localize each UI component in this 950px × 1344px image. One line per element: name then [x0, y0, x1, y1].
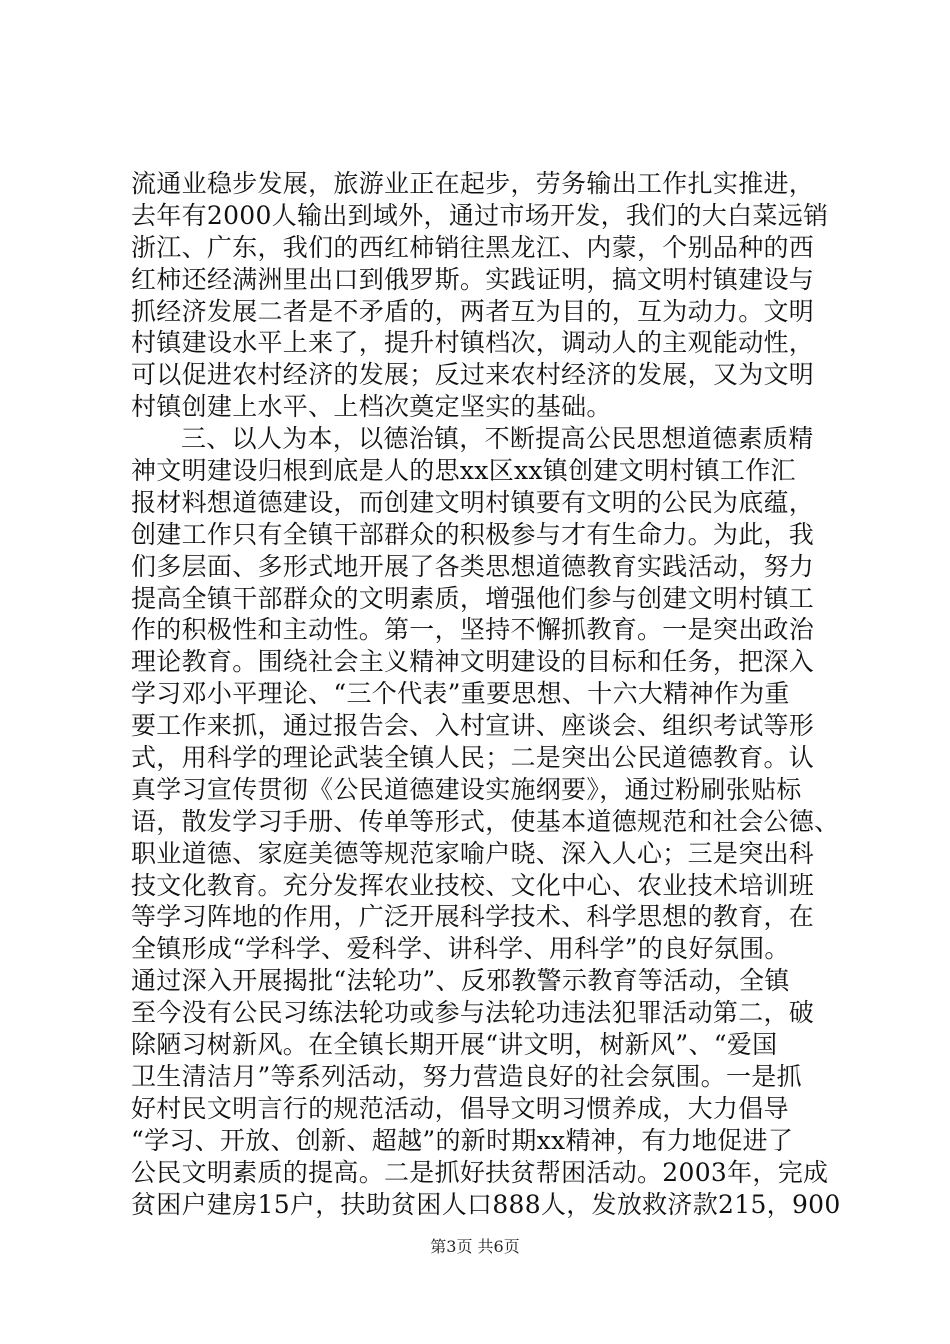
text-line: 要工作来抓，通过报告会、入村宣讲、座谈会、组织考试等形: [131, 711, 815, 741]
text-line: 抓经济发展二者是不矛盾的，两者互为目的，互为动力。文明: [131, 296, 815, 326]
text-line: 贫困户建房15户，扶助贫困人口888人，发放救济款215，900: [131, 1189, 841, 1219]
section-heading-line: 三、以人为本，以德治镇，不断提高公民思想道德素质精: [181, 424, 814, 454]
text-line: 浙江、广东，我们的西红柿销往黑龙江、内蒙，个别品种的西: [131, 232, 815, 262]
text-line: 全镇形成“学科学、爱科学、讲科学、用科学”的良好氛围。: [131, 934, 790, 964]
text-line: 流通业稳步发展，旅游业正在起步，劳务输出工作扎实推进，: [131, 169, 815, 198]
text-line: 理论教育。围绕社会主义精神文明建设的目标和任务，把深入: [131, 647, 815, 677]
text-line: 学习邓小平理论、“三个代表”重要思想、十六大精神作为重: [131, 679, 790, 709]
text-line: 技文化教育。充分发挥农业技校、文化中心、农业技术培训班: [131, 870, 815, 900]
text-line: 创建工作只有全镇干部群众的积极参与才有生命力。为此，我: [131, 519, 815, 549]
text-line: 公民文明素质的提高。二是抓好扶贫帮困活动。2003年，完成: [131, 1157, 829, 1187]
text-line: 去年有2000人输出到域外，通过市场开发，我们的大白菜远销: [131, 200, 829, 230]
text-line: 等学习阵地的作用，广泛开展科学技术、科学思想的教育，在: [131, 902, 815, 932]
text-line: 村镇建设水平上来了，提升村镇档次，调动人的主观能动性，: [131, 328, 815, 358]
text-line: “学习、开放、创新、超越”的新时期xx精神，有力地促进了: [131, 1125, 794, 1155]
text-line: 红柿还经满洲里出口到俄罗斯。实践证明，搞文明村镇建设与: [131, 264, 815, 294]
text-line: 报材料想道德建设，而创建文明村镇要有文明的公民为底蕴，: [131, 487, 815, 517]
text-line: 真学习宣传贯彻《公民道德建设实施纲要》，通过粉刷张贴标: [131, 774, 802, 804]
body-text: [131, 168, 841, 1220]
text-line: 通过深入开展揭批“法轮功”、反邪教警示教育等活动，全镇: [131, 966, 790, 996]
text-line: 神文明建设归根到底是人的思xx区xx镇创建文明村镇工作汇: [131, 456, 796, 486]
text-line: 语，散发学习手册、传单等形式，使基本道德规范和社会公德、: [131, 806, 840, 836]
text-line: 好村民文明言行的规范活动，倡导文明习惯养成，大力倡导: [131, 1093, 789, 1123]
text-line: 提高全镇干部群众的文明素质，增强他们参与创建文明村镇工: [131, 583, 815, 613]
text-line: 村镇创建上水平、上档次奠定坚实的基础。: [131, 392, 612, 422]
text-line: 除陋习树新风。在全镇长期开展“讲文明，树新风”、“爱国: [131, 1030, 778, 1060]
text-line: 可以促进农村经济的发展；反过来农村经济的发展，又为文明: [131, 360, 815, 390]
text-line: 们多层面、多形式地开展了各类思想道德教育实践活动，努力: [131, 551, 815, 581]
text-line: 作的积极性和主动性。第一，坚持不懈抓教育。一是突出政治: [131, 615, 815, 645]
page-footer: 第3页 共6页: [430, 1237, 520, 1256]
text-line: 卫生清洁月”等系列活动，努力营造良好的社会氛围。一是抓: [131, 1061, 802, 1091]
text-line: 职业道德、家庭美德等规范家喻户晓、深入人心；三是突出科: [131, 838, 815, 868]
text-line: 式，用科学的理论武装全镇人民；二是突出公民道德教育。认: [131, 743, 815, 773]
text-line: 至今没有公民习练法轮功或参与法轮功违法犯罪活动第二，破: [131, 998, 815, 1028]
